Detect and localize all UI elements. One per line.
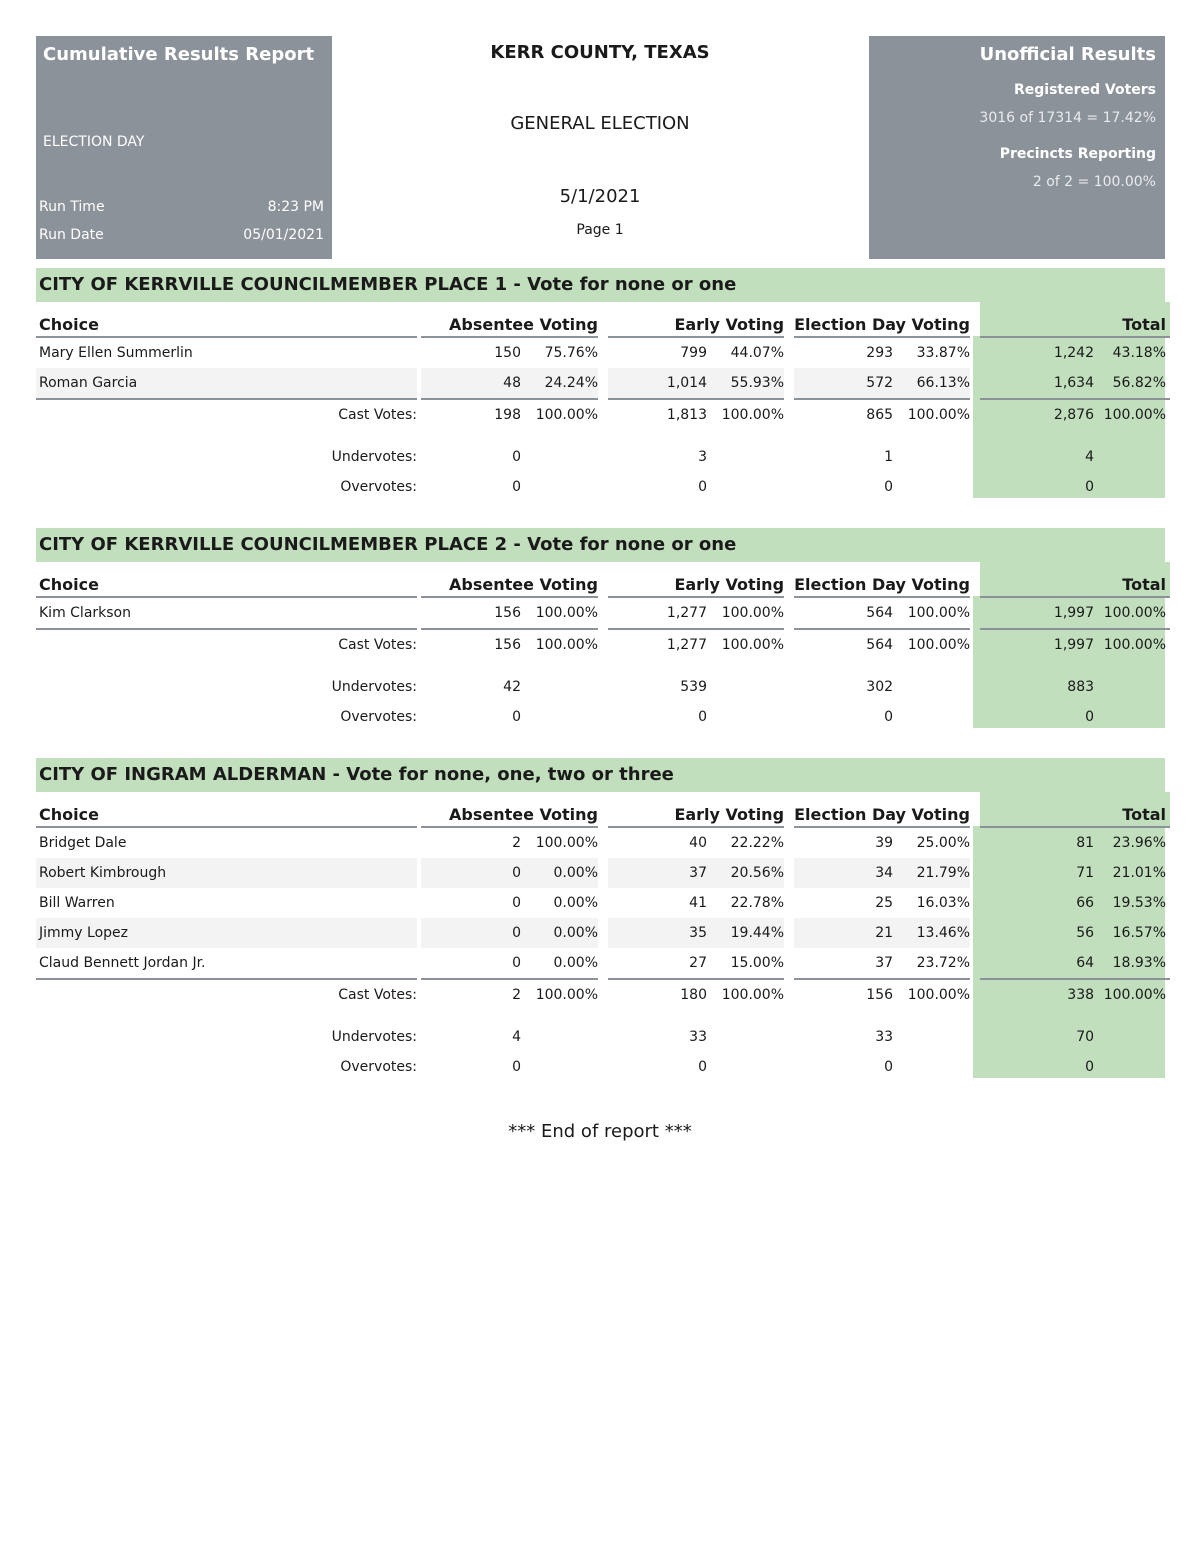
overvotes-early: 0 xyxy=(698,1059,707,1075)
early-votes: 40 xyxy=(689,835,707,851)
election-type: ELECTION DAY xyxy=(43,134,145,150)
absentee-votes: 150 xyxy=(494,345,521,361)
cast-votes-row xyxy=(36,399,1170,430)
overvotes-total: 0 xyxy=(1085,709,1095,725)
absentee-votes: 0 xyxy=(512,955,521,971)
election-day-pct: 13.46% xyxy=(893,918,970,948)
report-info-box xyxy=(36,36,332,259)
total-pct: 23.96% xyxy=(1112,835,1167,851)
early-votes: 1,014 xyxy=(608,368,707,399)
cast-total: 2,876 xyxy=(980,399,1094,430)
cast-total: 1,997 xyxy=(980,629,1094,660)
undervotes-election-day: 1 xyxy=(884,449,894,465)
overvotes-row xyxy=(36,702,1170,732)
candidate-row xyxy=(36,858,1170,888)
early-votes: 41 xyxy=(689,895,707,911)
county-title: KERR COUNTY, TEXAS xyxy=(490,42,710,63)
overvotes-absentee: 0 xyxy=(512,709,521,725)
undervotes-early: 3 xyxy=(698,449,707,465)
early-pct: 15.00% xyxy=(730,955,785,971)
election-day-pct: 21.79% xyxy=(893,858,970,888)
candidate-row xyxy=(36,368,1170,399)
election-day-votes: 39 xyxy=(875,835,894,851)
candidate-name: Roman Garcia xyxy=(36,368,415,399)
cast-absentee-pct: 100.00% xyxy=(521,629,598,660)
results-table xyxy=(36,792,1170,1082)
candidate-name: Robert Kimbrough xyxy=(36,858,415,888)
overvotes-election-day: 0 xyxy=(884,479,894,495)
undervotes-election-day: 33 xyxy=(875,1029,894,1045)
col-total: Total xyxy=(980,792,1170,827)
cast-election-day-pct: 100.00% xyxy=(893,979,970,1010)
early-votes: 27 xyxy=(689,955,707,971)
total-pct: 16.57% xyxy=(1112,925,1167,941)
total-votes: 1,634 xyxy=(1053,375,1095,391)
election-day-pct: 16.03% xyxy=(916,895,971,911)
total-votes: 71 xyxy=(1076,865,1095,881)
undervotes-label: Undervotes: xyxy=(331,1029,417,1045)
cast-votes-label: Cast Votes: xyxy=(36,979,417,1010)
early-pct: 22.78% xyxy=(730,895,785,911)
column-header-row xyxy=(36,302,1170,337)
overvotes-election-day: 0 xyxy=(884,1059,894,1075)
absentee-votes: 0 xyxy=(512,895,521,911)
cast-absentee-pct: 100.00% xyxy=(521,979,598,1010)
absentee-pct: 0.00% xyxy=(521,858,598,888)
overvotes-absentee: 0 xyxy=(512,479,521,495)
candidate-row xyxy=(36,597,1170,629)
run-date-value: 05/01/2021 xyxy=(243,227,324,243)
absentee-pct: 100.00% xyxy=(535,835,598,851)
total-votes: 1,242 xyxy=(1053,345,1095,361)
undervotes-total: 4 xyxy=(1085,449,1095,465)
registered-voters-label: Registered Voters xyxy=(1013,82,1156,98)
results-table xyxy=(36,562,1170,732)
report-title: Cumulative Results Report xyxy=(43,44,315,65)
candidate-row xyxy=(36,827,1170,858)
election-day-votes: 572 xyxy=(794,368,893,399)
absentee-pct: 100.00% xyxy=(535,605,598,621)
cast-total-pct: 100.00% xyxy=(1094,399,1170,430)
overvotes-label: Overvotes: xyxy=(340,1059,417,1075)
absentee-votes: 0 xyxy=(421,858,521,888)
candidate-name: Bill Warren xyxy=(39,895,115,911)
absentee-pct: 0.00% xyxy=(521,918,598,948)
end-of-report: *** End of report *** xyxy=(508,1121,692,1142)
early-pct: 55.93% xyxy=(707,368,784,399)
election-day-votes: 37 xyxy=(875,955,894,971)
status-box xyxy=(869,36,1165,259)
absentee-pct: 24.24% xyxy=(521,368,598,399)
col-election-day: Election Day Voting xyxy=(794,302,970,337)
overvotes-row xyxy=(36,1052,1170,1082)
col-absentee: Absentee Voting xyxy=(421,562,598,597)
total-pct: 100.00% xyxy=(1103,605,1167,621)
early-pct: 19.44% xyxy=(707,918,784,948)
early-votes: 1,277 xyxy=(666,605,707,621)
cast-election-day: 564 xyxy=(794,629,893,660)
cast-votes-label: Cast Votes: xyxy=(36,399,417,430)
cast-absentee: 2 xyxy=(421,979,521,1010)
total-pct: 56.82% xyxy=(1112,375,1167,391)
overvotes-early: 0 xyxy=(698,479,707,495)
status-title: Unofficial Results xyxy=(979,44,1156,65)
cast-election-day: 865 xyxy=(794,399,893,430)
election-day-votes: 25 xyxy=(875,895,894,911)
overvotes-row xyxy=(36,472,1170,502)
registered-voters-value: 3016 of 17314 = 17.42% xyxy=(979,110,1156,126)
overvotes-label: Overvotes: xyxy=(340,709,417,725)
run-time-value: 8:23 PM xyxy=(267,199,324,215)
cast-votes-row xyxy=(36,629,1170,660)
early-pct: 100.00% xyxy=(721,605,785,621)
contest-title: CITY OF KERRVILLE COUNCILMEMBER PLACE 1 - Vote for none or one xyxy=(36,268,1165,302)
cast-absentee: 156 xyxy=(421,629,521,660)
cast-early: 1,813 xyxy=(608,399,707,430)
election-day-pct: 23.72% xyxy=(916,955,971,971)
col-early: Early Voting xyxy=(608,792,784,827)
undervotes-row xyxy=(36,672,1170,702)
election-day-votes: 21 xyxy=(794,918,893,948)
election-day-pct: 100.00% xyxy=(907,605,971,621)
results-table xyxy=(36,302,1170,502)
contest-title: CITY OF INGRAM ALDERMAN - Vote for none, one, two or three xyxy=(36,758,1165,792)
overvotes-early: 0 xyxy=(698,709,707,725)
total-votes: 81 xyxy=(1076,835,1095,851)
candidate-row xyxy=(36,948,1170,979)
absentee-pct: 0.00% xyxy=(553,955,598,971)
election-date: 5/1/2021 xyxy=(559,186,641,207)
absentee-votes: 156 xyxy=(494,605,521,621)
col-election-day: Election Day Voting xyxy=(794,562,970,597)
undervotes-label: Undervotes: xyxy=(331,449,417,465)
election-day-pct: 33.87% xyxy=(916,345,971,361)
overvotes-absentee: 0 xyxy=(512,1059,521,1075)
early-votes: 35 xyxy=(608,918,707,948)
absentee-pct: 75.76% xyxy=(544,345,598,361)
contest-title: CITY OF KERRVILLE COUNCILMEMBER PLACE 2 - Vote for none or one xyxy=(36,528,1165,562)
col-absentee: Absentee Voting xyxy=(421,792,598,827)
cast-early-pct: 100.00% xyxy=(707,629,784,660)
cast-votes-row xyxy=(36,979,1170,1010)
total-pct: 18.93% xyxy=(1112,955,1167,971)
col-election-day: Election Day Voting xyxy=(794,792,970,827)
column-header-row xyxy=(36,792,1170,827)
overvotes-total: 0 xyxy=(1085,1059,1095,1075)
total-votes: 66 xyxy=(1076,895,1095,911)
undervotes-total: 70 xyxy=(1076,1029,1095,1045)
early-votes: 799 xyxy=(680,345,707,361)
overvotes-election-day: 0 xyxy=(884,709,894,725)
early-pct: 20.56% xyxy=(707,858,784,888)
candidate-name: Kim Clarkson xyxy=(39,605,131,621)
cast-election-day-pct: 100.00% xyxy=(893,399,970,430)
candidate-name: Claud Bennett Jordan Jr. xyxy=(39,955,206,971)
early-pct: 22.22% xyxy=(730,835,785,851)
absentee-votes: 0 xyxy=(421,918,521,948)
absentee-votes: 2 xyxy=(512,835,521,851)
cast-absentee-pct: 100.00% xyxy=(521,399,598,430)
total-votes: 56 xyxy=(1076,925,1095,941)
col-choice: Choice xyxy=(36,302,415,337)
contest-section xyxy=(36,268,1167,495)
overvotes-label: Overvotes: xyxy=(340,479,417,495)
election-day-pct: 66.13% xyxy=(893,368,970,399)
total-pct: 21.01% xyxy=(1112,865,1167,881)
cast-early: 180 xyxy=(608,979,707,1010)
undervotes-row xyxy=(36,442,1170,472)
election-day-votes: 564 xyxy=(866,605,894,621)
candidate-row xyxy=(36,337,1170,368)
election-name: GENERAL ELECTION xyxy=(510,113,690,134)
undervotes-absentee: 4 xyxy=(512,1029,521,1045)
cast-early: 1,277 xyxy=(608,629,707,660)
candidate-row xyxy=(36,918,1170,948)
cast-early-pct: 100.00% xyxy=(707,399,784,430)
cast-total-pct: 100.00% xyxy=(1094,629,1170,660)
col-choice: Choice xyxy=(36,562,415,597)
election-day-votes: 293 xyxy=(866,345,894,361)
cast-votes-label: Cast Votes: xyxy=(36,629,417,660)
early-pct: 44.07% xyxy=(730,345,785,361)
col-early: Early Voting xyxy=(608,302,784,337)
cast-early-pct: 100.00% xyxy=(707,979,784,1010)
undervotes-label: Undervotes: xyxy=(331,679,417,695)
total-pct: 43.18% xyxy=(1112,345,1167,361)
col-total: Total xyxy=(980,562,1170,597)
precincts-label: Precincts Reporting xyxy=(999,146,1156,162)
page-number: Page 1 xyxy=(576,222,624,238)
overvotes-total: 0 xyxy=(1085,479,1095,495)
election-day-votes: 34 xyxy=(794,858,893,888)
total-pct: 19.53% xyxy=(1112,895,1167,911)
cast-total: 338 xyxy=(980,979,1094,1010)
cast-total-pct: 100.00% xyxy=(1094,979,1170,1010)
contest-section xyxy=(36,528,1167,725)
undervotes-absentee: 0 xyxy=(512,449,521,465)
early-votes: 37 xyxy=(608,858,707,888)
undervotes-row xyxy=(36,1022,1170,1052)
election-day-pct: 25.00% xyxy=(916,835,971,851)
cast-election-day-pct: 100.00% xyxy=(893,629,970,660)
cast-election-day: 156 xyxy=(794,979,893,1010)
col-absentee: Absentee Voting xyxy=(421,302,598,337)
undervotes-absentee: 42 xyxy=(503,679,521,695)
run-date-label: Run Date xyxy=(39,227,104,243)
column-header-row xyxy=(36,562,1170,597)
cast-absentee: 198 xyxy=(421,399,521,430)
undervotes-election-day: 302 xyxy=(866,679,894,695)
run-time-label: Run Time xyxy=(39,199,105,215)
total-votes: 1,997 xyxy=(1053,605,1095,621)
undervotes-early: 539 xyxy=(680,679,707,695)
col-choice: Choice xyxy=(36,792,415,827)
candidate-name: Jimmy Lopez xyxy=(36,918,415,948)
contest-section xyxy=(36,758,1167,1075)
undervotes-early: 33 xyxy=(689,1029,707,1045)
candidate-name: Bridget Dale xyxy=(39,835,127,851)
candidate-name: Mary Ellen Summerlin xyxy=(39,345,193,361)
undervotes-total: 883 xyxy=(1067,679,1095,695)
col-early: Early Voting xyxy=(608,562,784,597)
total-votes: 64 xyxy=(1076,955,1095,971)
absentee-votes: 48 xyxy=(421,368,521,399)
col-total: Total xyxy=(980,302,1170,337)
absentee-pct: 0.00% xyxy=(553,895,598,911)
candidate-row xyxy=(36,888,1170,918)
precincts-value: 2 of 2 = 100.00% xyxy=(1032,174,1156,190)
